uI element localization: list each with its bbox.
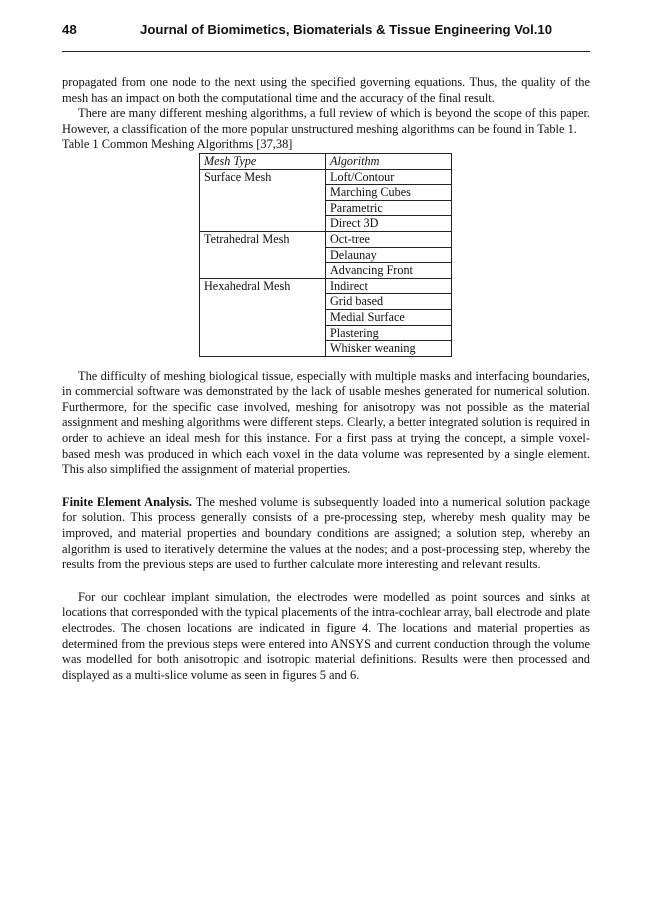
- paragraph: [62, 495, 590, 573]
- algorithm-cell: Advancing Front: [326, 263, 452, 279]
- algorithm-cell: Grid based: [326, 294, 452, 310]
- paragraph: There are many different meshing algorithms, a full review of which is beyond the scope of this paper. However, a classification of the more popular unstructured meshing algorithms can be found in Table 1.: [62, 106, 590, 136]
- algorithm-cell: Delaunay: [326, 247, 452, 263]
- page-number: 48: [62, 22, 77, 37]
- mesh-type-cell: Surface Mesh: [200, 169, 326, 231]
- paragraph: For our cochlear implant simulation, the electrodes were modelled as point sources and sinks at locations that corresponded with the typical placements of the intra-cochlear array, ball electrode and plate electrodes. The chosen locations are indicated in figure 4. The locations and material properties as determined from the previous steps were entered into ANSYS and current conduction through the volume was modelled for both anisotropic and isotropic material definitions. Results were then processed and displayed as a multi-slice volume as seen in figures 5 and 6.: [62, 589, 590, 682]
- header-rule: [62, 51, 590, 52]
- table-row: [200, 231, 452, 247]
- table-caption: Table 1 Common Meshing Algorithms [37,38]: [62, 137, 293, 152]
- algorithm-cell: Parametric: [326, 200, 452, 216]
- running-header: [62, 22, 590, 42]
- table-row: [200, 278, 452, 294]
- section-heading: Finite Element Analysis.: [62, 494, 193, 509]
- article-body: [62, 75, 590, 683]
- meshing-algorithms-table: [199, 153, 452, 357]
- mesh-type-cell: Tetrahedral Mesh: [200, 231, 326, 278]
- column-header-algorithm: Algorithm: [326, 153, 452, 169]
- journal-title: Journal of Biomimetics, Biomaterials & Tissue Engineering Vol.10: [140, 22, 553, 37]
- table-header-row: [200, 153, 452, 169]
- algorithm-cell: Indirect: [326, 278, 452, 294]
- algorithm-cell: Medial Surface: [326, 309, 452, 325]
- algorithm-cell: Marching Cubes: [326, 185, 452, 201]
- paragraph: The difficulty of meshing biological tissue, especially with multiple masks and interfacing boundaries, in commercial software was demonstrated by the lack of usable meshes generated for numerical solution. Furthermore, for the specific case involved, meshing for anisotropy was not possible as the material assignment and meshing algorithms were different steps. Clearly, a better integrated solution is required in order to achieve an ideal mesh for this instance. For a first pass at trying the concept, a simple voxel-based mesh was produced in which each voxel in the data volume was represented by a single element. This also simplified the assignment of material properties.: [62, 368, 590, 477]
- algorithm-cell: Oct-tree: [326, 231, 452, 247]
- paragraph: propagated from one node to the next using the specified governing equations. Thus, the quality of the mesh has an impact on both the computational time and the accuracy of the final result.: [62, 75, 590, 105]
- table-row: [200, 169, 452, 185]
- mesh-type-cell: Hexahedral Mesh: [200, 278, 326, 356]
- algorithm-cell: Plastering: [326, 325, 452, 341]
- paragraph-text: The meshed volume is subsequently loaded into a numerical solution package for solution. This process generally consists of a pre-processing step, whereby mesh quality may be improved, and material properties and boundary conditions are assigned; a solution step, whereby an algorithm is used to iteratively determine the values at the nodes; and a post-processing step, whereby the results from the previous steps are used to further calculate more interesting and relevant results.: [62, 494, 590, 572]
- algorithm-cell: Whisker weaning: [326, 341, 452, 357]
- algorithm-cell: Loft/Contour: [326, 169, 452, 185]
- algorithm-cell: Direct 3D: [326, 216, 452, 232]
- column-header-mesh-type: Mesh Type: [200, 153, 326, 169]
